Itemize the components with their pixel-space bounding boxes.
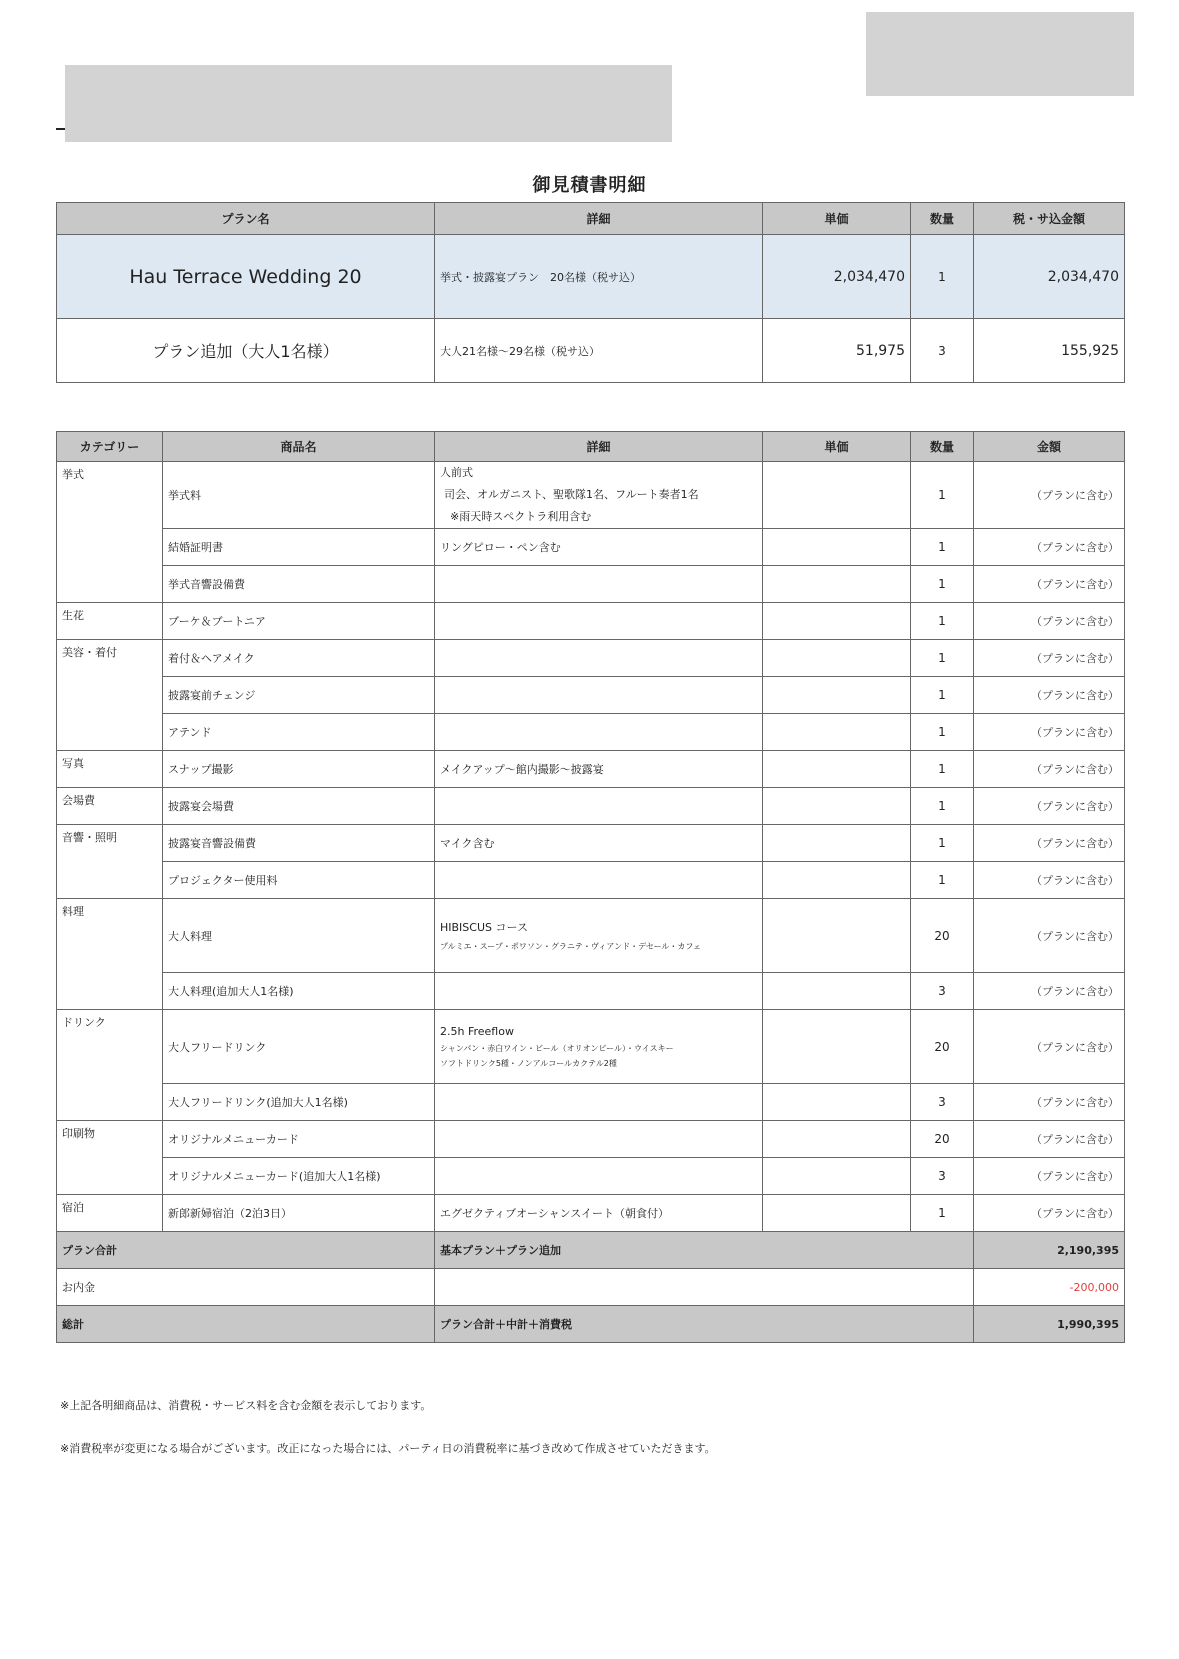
plan-row [57,319,1125,383]
table-row [57,640,1125,677]
item-qty: 1 [911,677,974,714]
header-qty: 数量 [911,203,974,235]
item-name: 大人フリードリンク(追加大人1名様) [163,1084,435,1121]
item-qty: 3 [911,1158,974,1195]
table-row [57,1010,1125,1084]
item-detail [435,788,763,825]
redacted-block-recipient [65,65,672,142]
grand-total-formula: プラン合計＋中計＋消費税 [435,1306,974,1343]
header-plan-name: プラン名 [57,203,435,235]
item-amount: （プランに含む） [974,1121,1125,1158]
item-name: 挙式料 [163,462,435,529]
item-unit-price [763,788,911,825]
item-amount: （プランに含む） [974,714,1125,751]
item-name: 披露宴音響設備費 [163,825,435,862]
category-cell: 印刷物 [57,1121,163,1195]
grand-total-value: 1,990,395 [974,1306,1125,1343]
table-row [57,462,1125,529]
header-detail: 詳細 [435,203,763,235]
category-cell: 宿泊 [57,1195,163,1232]
item-amount: （プランに含む） [974,640,1125,677]
underline-mark [56,128,65,130]
category-cell: 美容・着付 [57,640,163,751]
grand-total-row [57,1306,1125,1343]
item-amount: （プランに含む） [974,462,1125,529]
document-title: 御見積書明細 [532,175,647,196]
item-unit-price [763,1158,911,1195]
item-qty: 1 [911,862,974,899]
item-amount: （プランに含む） [974,899,1125,973]
table-row [57,788,1125,825]
item-name: 大人フリードリンク [163,1010,435,1084]
item-amount: （プランに含む） [974,1158,1125,1195]
item-unit-price [763,462,911,529]
table-row [57,677,1125,714]
header-amount: 金額 [974,432,1125,462]
item-qty: 1 [911,1195,974,1232]
item-detail-line: ※雨天時スペクトラ利用含む [450,510,592,523]
item-unit-price [763,899,911,973]
item-name: オリジナルメニューカード(追加大人1名様) [163,1158,435,1195]
header-unit-price: 単価 [763,203,911,235]
plan-name: Hau Terrace Wedding 20 [57,235,435,319]
item-detail [435,1158,763,1195]
category-cell: 写真 [57,751,163,788]
item-unit-price [763,1084,911,1121]
item-name: 結婚証明書 [163,529,435,566]
item-detail [435,899,763,973]
item-detail-line: 司会、オルガニスト、聖歌隊1名、フルート奏者1名 [444,488,699,501]
plan-unit-price: 2,034,470 [763,235,911,319]
item-qty: 1 [911,640,974,677]
item-detail [435,640,763,677]
plan-table-header [57,203,1125,235]
plan-row [57,235,1125,319]
item-qty: 1 [911,566,974,603]
table-row [57,862,1125,899]
item-unit-price [763,1121,911,1158]
item-detail-line: HIBISCUS コース [440,921,528,934]
item-amount: （プランに含む） [974,788,1125,825]
item-unit-price [763,603,911,640]
category-cell: 会場費 [57,788,163,825]
item-name: 大人料理(追加大人1名様) [163,973,435,1010]
item-detail [435,462,763,529]
item-name: 披露宴会場費 [163,788,435,825]
item-detail [435,973,763,1010]
category-cell: 料理 [57,899,163,1010]
item-detail [435,677,763,714]
item-qty: 1 [911,825,974,862]
category-cell: 生花 [57,603,163,640]
item-unit-price [763,529,911,566]
header-qty: 数量 [911,432,974,462]
item-name: プロジェクター使用料 [163,862,435,899]
table-row [57,751,1125,788]
plan-qty: 1 [911,235,974,319]
item-detail-subline: プルミエ・スープ・ポワソン・グラニテ・ヴィアンド・デセール・カフェ [440,942,702,951]
item-qty: 20 [911,1010,974,1084]
grand-total-label: 総計 [57,1306,435,1343]
item-amount: （プランに含む） [974,566,1125,603]
plan-name: プラン追加（大人1名様） [57,319,435,383]
item-detail [435,1121,763,1158]
item-qty: 3 [911,1084,974,1121]
category-cell: 挙式 [57,462,163,603]
header-detail: 詳細 [435,432,763,462]
item-amount: （プランに含む） [974,1195,1125,1232]
item-unit-price [763,1010,911,1084]
table-row [57,1195,1125,1232]
plan-total-label: プラン合計 [57,1232,435,1269]
deposit-row [57,1269,1125,1306]
item-qty: 1 [911,529,974,566]
plan-detail: 挙式・披露宴プラン 20名様（税サ込） [435,235,763,319]
item-amount: （プランに含む） [974,529,1125,566]
item-detail: メイクアップ～館内撮影～披露宴 [435,751,763,788]
item-detail-line: 2.5h Freeflow [440,1024,514,1038]
item-amount: （プランに含む） [974,677,1125,714]
item-table [56,431,1125,1343]
table-row [57,1084,1125,1121]
redacted-block-top-right [866,12,1134,96]
item-name: スナップ撮影 [163,751,435,788]
item-unit-price [763,714,911,751]
item-amount: （プランに含む） [974,1084,1125,1121]
item-detail [435,603,763,640]
item-qty: 1 [911,462,974,529]
item-name: オリジナルメニューカード [163,1121,435,1158]
item-detail [435,566,763,603]
item-table-header [57,432,1125,462]
table-row [57,529,1125,566]
plan-total-formula: 基本プラン＋プラン追加 [435,1232,974,1269]
item-amount: （プランに含む） [974,973,1125,1010]
item-amount: （プランに含む） [974,751,1125,788]
table-row [57,714,1125,751]
item-unit-price [763,1195,911,1232]
item-name: 着付＆ヘアメイク [163,640,435,677]
item-name: 披露宴前チェンジ [163,677,435,714]
item-detail [435,1010,763,1084]
item-name: 大人料理 [163,899,435,973]
item-detail: リングピロー・ペン含む [435,529,763,566]
item-detail [435,714,763,751]
item-unit-price [763,640,911,677]
item-amount: （プランに含む） [974,603,1125,640]
category-cell: 音響・照明 [57,825,163,899]
plan-total-row [57,1232,1125,1269]
item-unit-price [763,862,911,899]
table-row [57,1121,1125,1158]
table-row [57,899,1125,973]
plan-amount: 2,034,470 [974,235,1125,319]
plan-qty: 3 [911,319,974,383]
item-name: 挙式音響設備費 [163,566,435,603]
item-qty: 3 [911,973,974,1010]
item-name: 新郎新婦宿泊（2泊3日） [163,1195,435,1232]
item-qty: 1 [911,788,974,825]
item-unit-price [763,825,911,862]
header-category: カテゴリー [57,432,163,462]
deposit-blank [435,1269,974,1306]
table-row [57,973,1125,1010]
item-qty: 20 [911,899,974,973]
plan-table [56,202,1125,383]
item-detail-subline: ソフトドリンク5種・ノンアルコールカクテル2種 [440,1058,617,1068]
plan-amount: 155,925 [974,319,1125,383]
item-amount: （プランに含む） [974,825,1125,862]
footnote: ※上記各明細商品は、消費税・サービス料を含む金額を表示しております。 [60,1399,432,1412]
footnote: ※消費税率が変更になる場合がございます。改正になった場合には、パーティ日の消費税率に基づき改めて作成させていただきます。 [60,1442,716,1455]
item-amount: （プランに含む） [974,862,1125,899]
item-detail: エグゼクティブオーシャンスイート（朝食付） [435,1195,763,1232]
item-detail-subline: シャンパン・赤白ワイン・ビール（オリオンビール）・ウイスキー [440,1043,674,1053]
item-amount: （プランに含む） [974,1010,1125,1084]
header-unit-price: 単価 [763,432,911,462]
item-qty: 1 [911,751,974,788]
item-detail [435,1084,763,1121]
item-unit-price [763,973,911,1010]
item-unit-price [763,566,911,603]
item-name: ブーケ＆ブートニア [163,603,435,640]
header-item-name: 商品名 [163,432,435,462]
plan-total-value: 2,190,395 [974,1232,1125,1269]
item-detail-line: 人前式 [440,466,473,479]
item-unit-price [763,677,911,714]
item-qty: 20 [911,1121,974,1158]
table-row [57,1158,1125,1195]
deposit-label: お内金 [57,1269,435,1306]
plan-unit-price: 51,975 [763,319,911,383]
item-detail [435,862,763,899]
table-row [57,566,1125,603]
deposit-value: -200,000 [974,1269,1125,1306]
item-unit-price [763,751,911,788]
item-detail: マイク含む [435,825,763,862]
table-row [57,603,1125,640]
category-cell: ドリンク [57,1010,163,1121]
header-amount: 税・サ込金額 [974,203,1125,235]
item-qty: 1 [911,714,974,751]
item-qty: 1 [911,603,974,640]
table-row [57,825,1125,862]
item-name: アテンド [163,714,435,751]
plan-detail: 大人21名様～29名様（税サ込） [435,319,763,383]
